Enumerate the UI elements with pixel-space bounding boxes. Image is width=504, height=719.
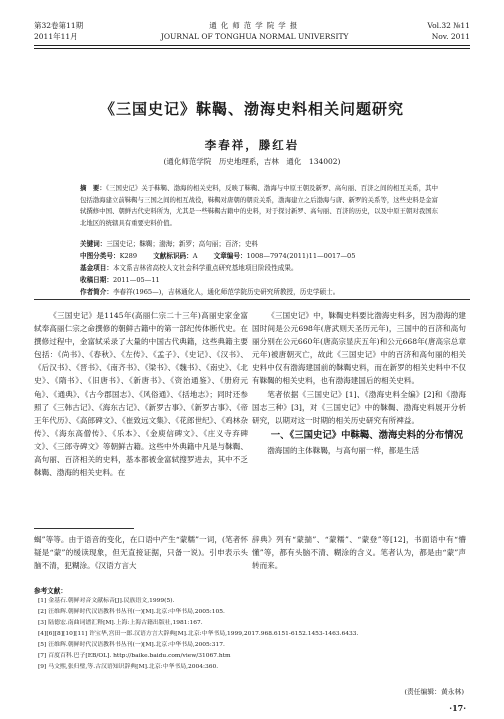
reference-item: [3] 陆德宏.南曲词谱汇释[M].上海:上海古籍出版社,1981:167.: [38, 620, 203, 626]
reference-item: [1] 金基石.朝鲜对音文献标音[J].民族语文,1999(5).: [38, 598, 175, 604]
references-list: [38, 596, 464, 673]
fund-line: 基金项目：本文系吉林省高校人文社会科学重点研究基地项目阶段性成果。: [80, 264, 298, 272]
responsible-editor: (责任编辑：黄永林): [404, 688, 464, 696]
reference-item: [2] 汪维辉.朝鲜时代汉语教科书丛刊(一)[M].北京:中华书局,2005:105.: [38, 609, 225, 615]
reference-item: [5] 汪维辉.朝鲜时代汉语教科书丛刊(一)[M].北京:中华书局,2005:317.: [38, 642, 225, 648]
page-number: ·17·: [449, 703, 466, 713]
volume-en: Vol.32 №11: [427, 21, 470, 30]
keywords: 三国史记；靺鞨；渤海；新罗；高句丽；百济；史料: [106, 240, 259, 248]
journal-title-en: JOURNAL OF TONGHUA NORMAL UNIVERSITY: [160, 32, 349, 41]
abstract: [80, 183, 438, 229]
running-header: [34, 20, 470, 42]
section-separator: [34, 528, 134, 529]
body-column-left: [34, 309, 248, 479]
abstract-text: 《三国史记》关于靺鞨、渤海的相关史料，反映了靺鞨、渤海与中原王朝及新罗、高句丽、百济之间的相互关系，其中包括渤海建立前靺鞨与三国之间的相互战役，靺鞨对唐朝的朝贡关系，渤海建立之后渤海与唐、新罗的关系等，这些史料是金富轼撰修中国、朝鲜古代史料所为，尤其是一些靺鞨古籍中的史料，对于探讨新罗、高句丽、百济的历史，以及中原王朝对我国东北地区的统辖具有重要史料价值。: [80, 184, 438, 227]
header-rule-thin: [34, 48, 470, 49]
date-cn: 2011年11月: [34, 32, 78, 41]
date-en: Nov. 2011: [431, 32, 470, 41]
fund-info: 本文系吉林省高校人文社会科学重点研究基地项目阶段性成果。: [112, 264, 298, 272]
author-affiliation: (通化师范学院 历史地理系，吉林 通化 134002): [163, 157, 341, 166]
continued-text-right: 辞典》列有“蒙揣”、“蒙糯”、“蒙登”等[12]，书面语中有“懵懂”等，都有头脑不清、糊涂的含义。笔者认为，都是由“蒙”声转而来。: [252, 535, 466, 571]
classification-line: 中图分类号：K289 文献标识码：A 文章编号：1008—7974(2011)11—0017—05: [80, 252, 356, 260]
section-heading: 一、《三国史记》中靺鞨、渤海史料的分布情况: [270, 429, 463, 441]
header-rule-thick: [34, 45, 470, 46]
document-code: A: [192, 252, 198, 260]
journal-title-cn: 通化师范学院学报: [209, 21, 302, 30]
author-bio: 李春祥(1965—)，吉林通化人，通化师范学院历史研究所教授，历史学硕士。: [112, 288, 340, 296]
body-paragraph: 渤海国的主体靺鞨，与高句丽一样，都是生活: [267, 445, 420, 455]
abstract-label: 摘 要：: [80, 184, 106, 192]
references-title: 参考文献：: [34, 587, 67, 595]
abstract-rule: [34, 299, 470, 300]
reference-item: [9] 马文熙,张归璧,等.古汉语知识辞典[M].北京:中华书局,2004:360.: [38, 664, 219, 670]
body-paragraph: 《三国史记》中，靺鞨史料要比渤海史料多，因为渤海的建国时间是公元698年(唐武则天圣历元年)，三国中的百济和高句丽分别在公元660年(唐高宗显庆五年)和公元668年(唐高宗总章元年)被唐朝灭亡，故此《三国史记》中的百济和高句丽的相关史料中仅有渤海建国前的靺鞨史料，而在新罗的相关史料中不仅有靺鞨的相关史料，也有渤海建国后的相关史料。: [252, 311, 466, 386]
body-paragraph: 《三国史记》是1145年(高丽仁宗二十三年)高丽史家金富轼奉高丽仁宗之命撰修的朝鲜古籍中的第一部纪传体断代史。在撰修过程中，金富轼采录了大量的中国古代典籍，这些典籍主要包括：《尚书》、《春秋》、《左传》、《孟子》、《史记》、《汉书》、《后汉书》、《晋书》、《南齐书》、《梁书》、《魏书》、《南史》、《北史》、《隋书》、《旧唐书》、《新唐书》、《资治通鉴》、《册府元龟》、《通典》、《古今郡国志》、《风俗通》、《括地志》；同时还参照了《三韩古记》、《海东古记》、《新罗古事》、《新罗古事》、《帝王年代历》、《高郎碑文》、《崔致远文集》、《花郎世纪》、《鸡林杂传》、《海东高僧传》、《乐本》、《金庾信碑文》、《庄义寺弃碑文》、《三郎寺碑文》等朝鲜古籍。这些中外典籍中凡是与靺鞨、高句丽、百济相关的史料，基本都被金富轼搜罗进去，其中不乏靺鞨、渤海的相关史料。在: [34, 311, 248, 478]
received-date: 2011—05—11: [112, 276, 160, 284]
received-line: 收稿日期：2011—05—11: [80, 276, 160, 284]
reference-item: [7] 百度百科.巴子[EB/OL]. http://baike.baidu.com/view/31067.htm: [38, 653, 231, 659]
volume-cn: 第32卷第11期: [34, 21, 84, 30]
reference-item: [4][6][8][10][11] 许宝华,宫田一郎.汉语方言大辞典[M].北京:中华书局,1999,2017.968.6151-6152.1453-1463.6433.: [38, 631, 359, 637]
author-bio-line: 作者简介：李春祥(1965—)，吉林通化人，通化师范学院历史研究所教授，历史学硕士。: [80, 288, 340, 296]
article-number: 1008—7974(2011)11—0017—05: [246, 252, 356, 260]
continued-text-left: 蝎”等等。由于语音的变化，在口语中产生“蒙糯”一词，(笔者怀疑是“蒙”的缓读现象，但无直接证据，只备一说)。引申表示头脑不清，犯糊涂。《汉语方言大: [34, 535, 248, 571]
body-paragraph: 笔者依据《三国史记》[1]、《渤海史料全编》[2]和《渤海国志三种》[3]，对《三国史记》中的靺鞨、渤海史料展开分析研究，以期对这一时期的相关历史研究有所裨益。: [252, 389, 466, 425]
clc-number: K289: [119, 252, 138, 260]
keywords-line: 关键词：三国史记；靺鞨；渤海；新罗；高句丽；百济；史料: [80, 240, 259, 248]
article-authors: 李春祥，滕红岩: [204, 138, 300, 152]
article-title: 《三国史记》靺鞨、渤海史料相关问题研究: [99, 100, 404, 118]
body-column-right: [252, 309, 466, 457]
